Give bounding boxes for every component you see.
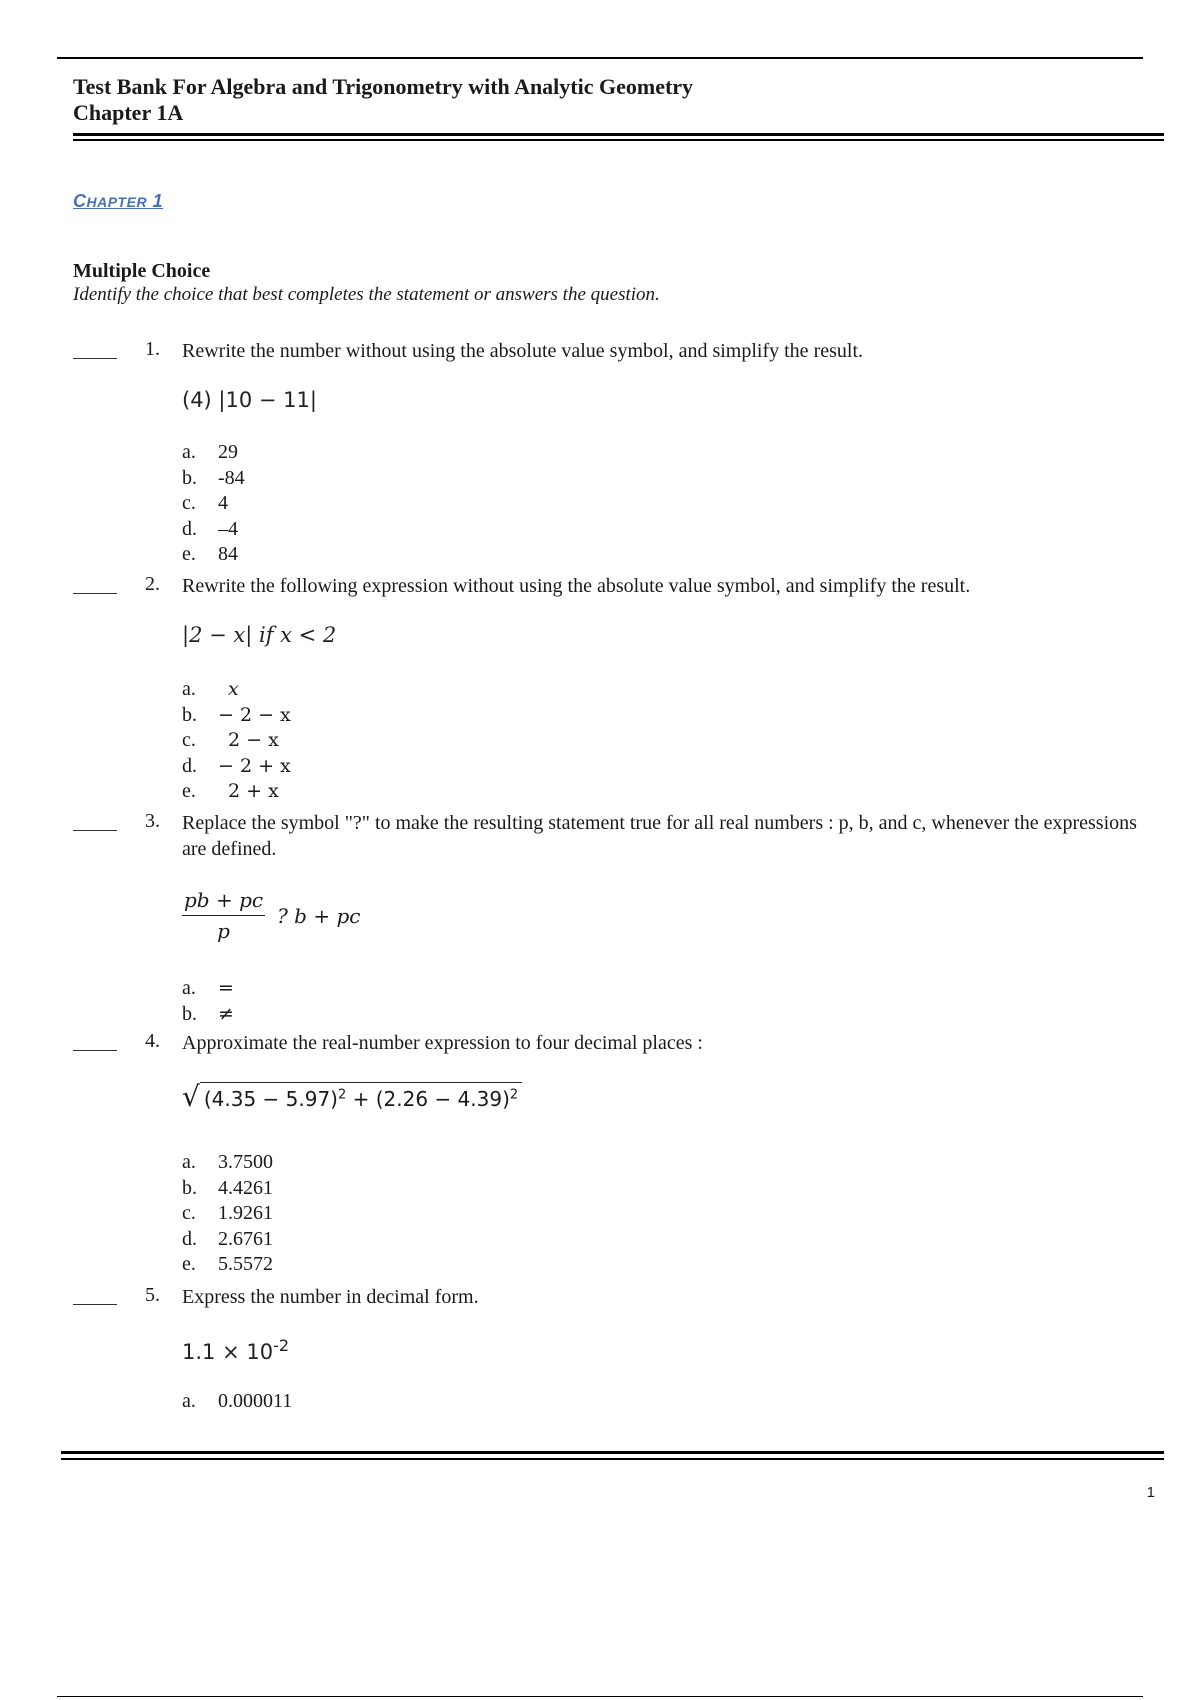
section-instructions: Identify the choice that best completes the statement or answers the question. bbox=[73, 284, 660, 305]
option-value: 1.9261 bbox=[218, 1202, 273, 1224]
question-number: 2. bbox=[145, 573, 160, 595]
option[interactable] bbox=[182, 1252, 273, 1278]
question-number: 4. bbox=[145, 1030, 160, 1052]
option-value: 3.7500 bbox=[218, 1151, 273, 1173]
fraction bbox=[182, 888, 265, 943]
option[interactable] bbox=[182, 440, 245, 466]
chapter-link-initial: C bbox=[73, 191, 87, 211]
options-list bbox=[182, 1389, 292, 1415]
option[interactable] bbox=[182, 517, 245, 543]
options-list bbox=[182, 440, 245, 568]
option[interactable] bbox=[182, 1150, 273, 1176]
top-rule bbox=[57, 57, 1143, 59]
fraction-numerator: pb + pc bbox=[182, 888, 265, 916]
option-letter: a. bbox=[182, 441, 196, 463]
chapter-link-number: 1 bbox=[152, 191, 164, 211]
question-expression bbox=[182, 1336, 289, 1364]
chapter-link-rest: HAPTER bbox=[86, 194, 148, 210]
option-letter: c. bbox=[182, 492, 196, 514]
option-value: − 2 − x bbox=[218, 703, 291, 726]
header-rule-lower bbox=[73, 139, 1164, 141]
option-letter: c. bbox=[182, 729, 196, 751]
option-value: 29 bbox=[218, 441, 238, 463]
option-value: 2 − x bbox=[228, 729, 279, 751]
option-letter: a. bbox=[182, 678, 196, 700]
option-value: x bbox=[228, 678, 239, 700]
footer-rule-lower bbox=[61, 1458, 1164, 1460]
fraction-denominator: p bbox=[217, 919, 230, 943]
option-letter: a. bbox=[182, 977, 196, 999]
option-letter: d. bbox=[182, 754, 197, 777]
option[interactable] bbox=[182, 1227, 273, 1253]
question-expression: (4) |10 − 11| bbox=[182, 388, 317, 412]
option-value: − 2 + x bbox=[218, 754, 291, 777]
question-number: 3. bbox=[145, 810, 160, 832]
option-value: 4.4261 bbox=[218, 1176, 273, 1199]
option[interactable] bbox=[182, 703, 291, 729]
option-letter: e. bbox=[182, 543, 196, 565]
bottom-rule bbox=[57, 1696, 1143, 1697]
answer-blank[interactable] bbox=[73, 573, 117, 594]
option-letter: b. bbox=[182, 703, 197, 726]
sqrt-exponent: 2 bbox=[337, 1087, 347, 1103]
options-list bbox=[182, 677, 291, 805]
option-letter: d. bbox=[182, 517, 197, 540]
question-text: Rewrite the following expression without using the absolute value symbol, and simplify the result. bbox=[182, 575, 971, 597]
fraction-rest: ? b + pc bbox=[277, 903, 361, 928]
option-letter: d. bbox=[182, 1227, 197, 1250]
option-letter: a. bbox=[182, 1151, 196, 1173]
option-letter: e. bbox=[182, 780, 196, 802]
option-value: 84 bbox=[218, 543, 238, 565]
question-sqrt bbox=[182, 1082, 522, 1111]
question-fraction bbox=[182, 888, 360, 943]
sqrt-icon: √ bbox=[182, 1080, 200, 1113]
option-value: 5.5572 bbox=[218, 1253, 273, 1275]
expression-exponent: -2 bbox=[273, 1336, 290, 1355]
option-letter: c. bbox=[182, 1202, 196, 1224]
option[interactable] bbox=[182, 1002, 234, 1028]
option[interactable] bbox=[182, 728, 291, 754]
sqrt-term-2: (2.26 − 4.39) bbox=[375, 1087, 510, 1111]
option[interactable] bbox=[182, 1201, 273, 1227]
option[interactable] bbox=[182, 754, 291, 780]
question-text: Rewrite the number without using the absolute value symbol, and simplify the result. bbox=[182, 340, 863, 362]
page-number: 1 bbox=[1146, 1484, 1155, 1501]
option-value: 2.6761 bbox=[218, 1227, 273, 1250]
footer-rule-upper bbox=[61, 1451, 1164, 1454]
sqrt-exponent: 2 bbox=[509, 1087, 519, 1103]
option-value: = bbox=[218, 977, 234, 999]
option[interactable] bbox=[182, 779, 291, 805]
option-value: –4 bbox=[218, 517, 238, 540]
question-number: 5. bbox=[145, 1284, 160, 1306]
option-value: 0.000011 bbox=[218, 1390, 293, 1412]
option[interactable] bbox=[182, 542, 245, 568]
option-letter: b. bbox=[182, 1002, 197, 1025]
expression-base: 1.1 × 10 bbox=[182, 1340, 274, 1364]
sqrt-operator: + bbox=[352, 1087, 370, 1111]
question-text: Express the number in decimal form. bbox=[182, 1286, 479, 1308]
option[interactable] bbox=[182, 491, 245, 517]
option-letter: e. bbox=[182, 1253, 196, 1275]
header-title: Test Bank For Algebra and Trigonometry with Analytic Geometry bbox=[73, 74, 694, 99]
option-value: 2 + x bbox=[228, 780, 279, 802]
document-header bbox=[73, 74, 693, 126]
answer-blank[interactable] bbox=[73, 338, 117, 359]
option[interactable] bbox=[182, 677, 291, 703]
sqrt-term-1: (4.35 − 5.97) bbox=[203, 1087, 338, 1111]
question-expression: |2 − x| if x < 2 bbox=[182, 623, 337, 647]
question-number: 1. bbox=[145, 338, 160, 360]
answer-blank[interactable] bbox=[73, 810, 117, 831]
chapter-link[interactable] bbox=[73, 191, 163, 212]
option[interactable] bbox=[182, 1389, 292, 1415]
option[interactable] bbox=[182, 466, 245, 492]
option-letter: a. bbox=[182, 1390, 196, 1412]
options-list bbox=[182, 1150, 273, 1278]
option-letter: b. bbox=[182, 1176, 197, 1199]
question-text: Approximate the real-number expression to four decimal places : bbox=[182, 1032, 703, 1054]
section-title: Multiple Choice bbox=[73, 260, 211, 282]
header-rule-upper bbox=[73, 133, 1164, 136]
question-text: Replace the symbol "?" to make the resulting statement true for all real numbers : p, b, and c, whenever the expressions are defined. bbox=[182, 812, 1137, 860]
answer-blank[interactable] bbox=[73, 1284, 117, 1305]
option-value: ≠ bbox=[218, 1002, 234, 1025]
answer-blank[interactable] bbox=[73, 1030, 117, 1051]
option[interactable] bbox=[182, 976, 234, 1002]
options-list bbox=[182, 976, 234, 1027]
option-letter: b. bbox=[182, 466, 197, 489]
header-chapter: Chapter 1A bbox=[73, 100, 184, 125]
option-value: 4 bbox=[218, 492, 228, 514]
sqrt-body bbox=[200, 1082, 522, 1111]
option-value: -84 bbox=[218, 466, 245, 489]
option[interactable] bbox=[182, 1176, 273, 1202]
